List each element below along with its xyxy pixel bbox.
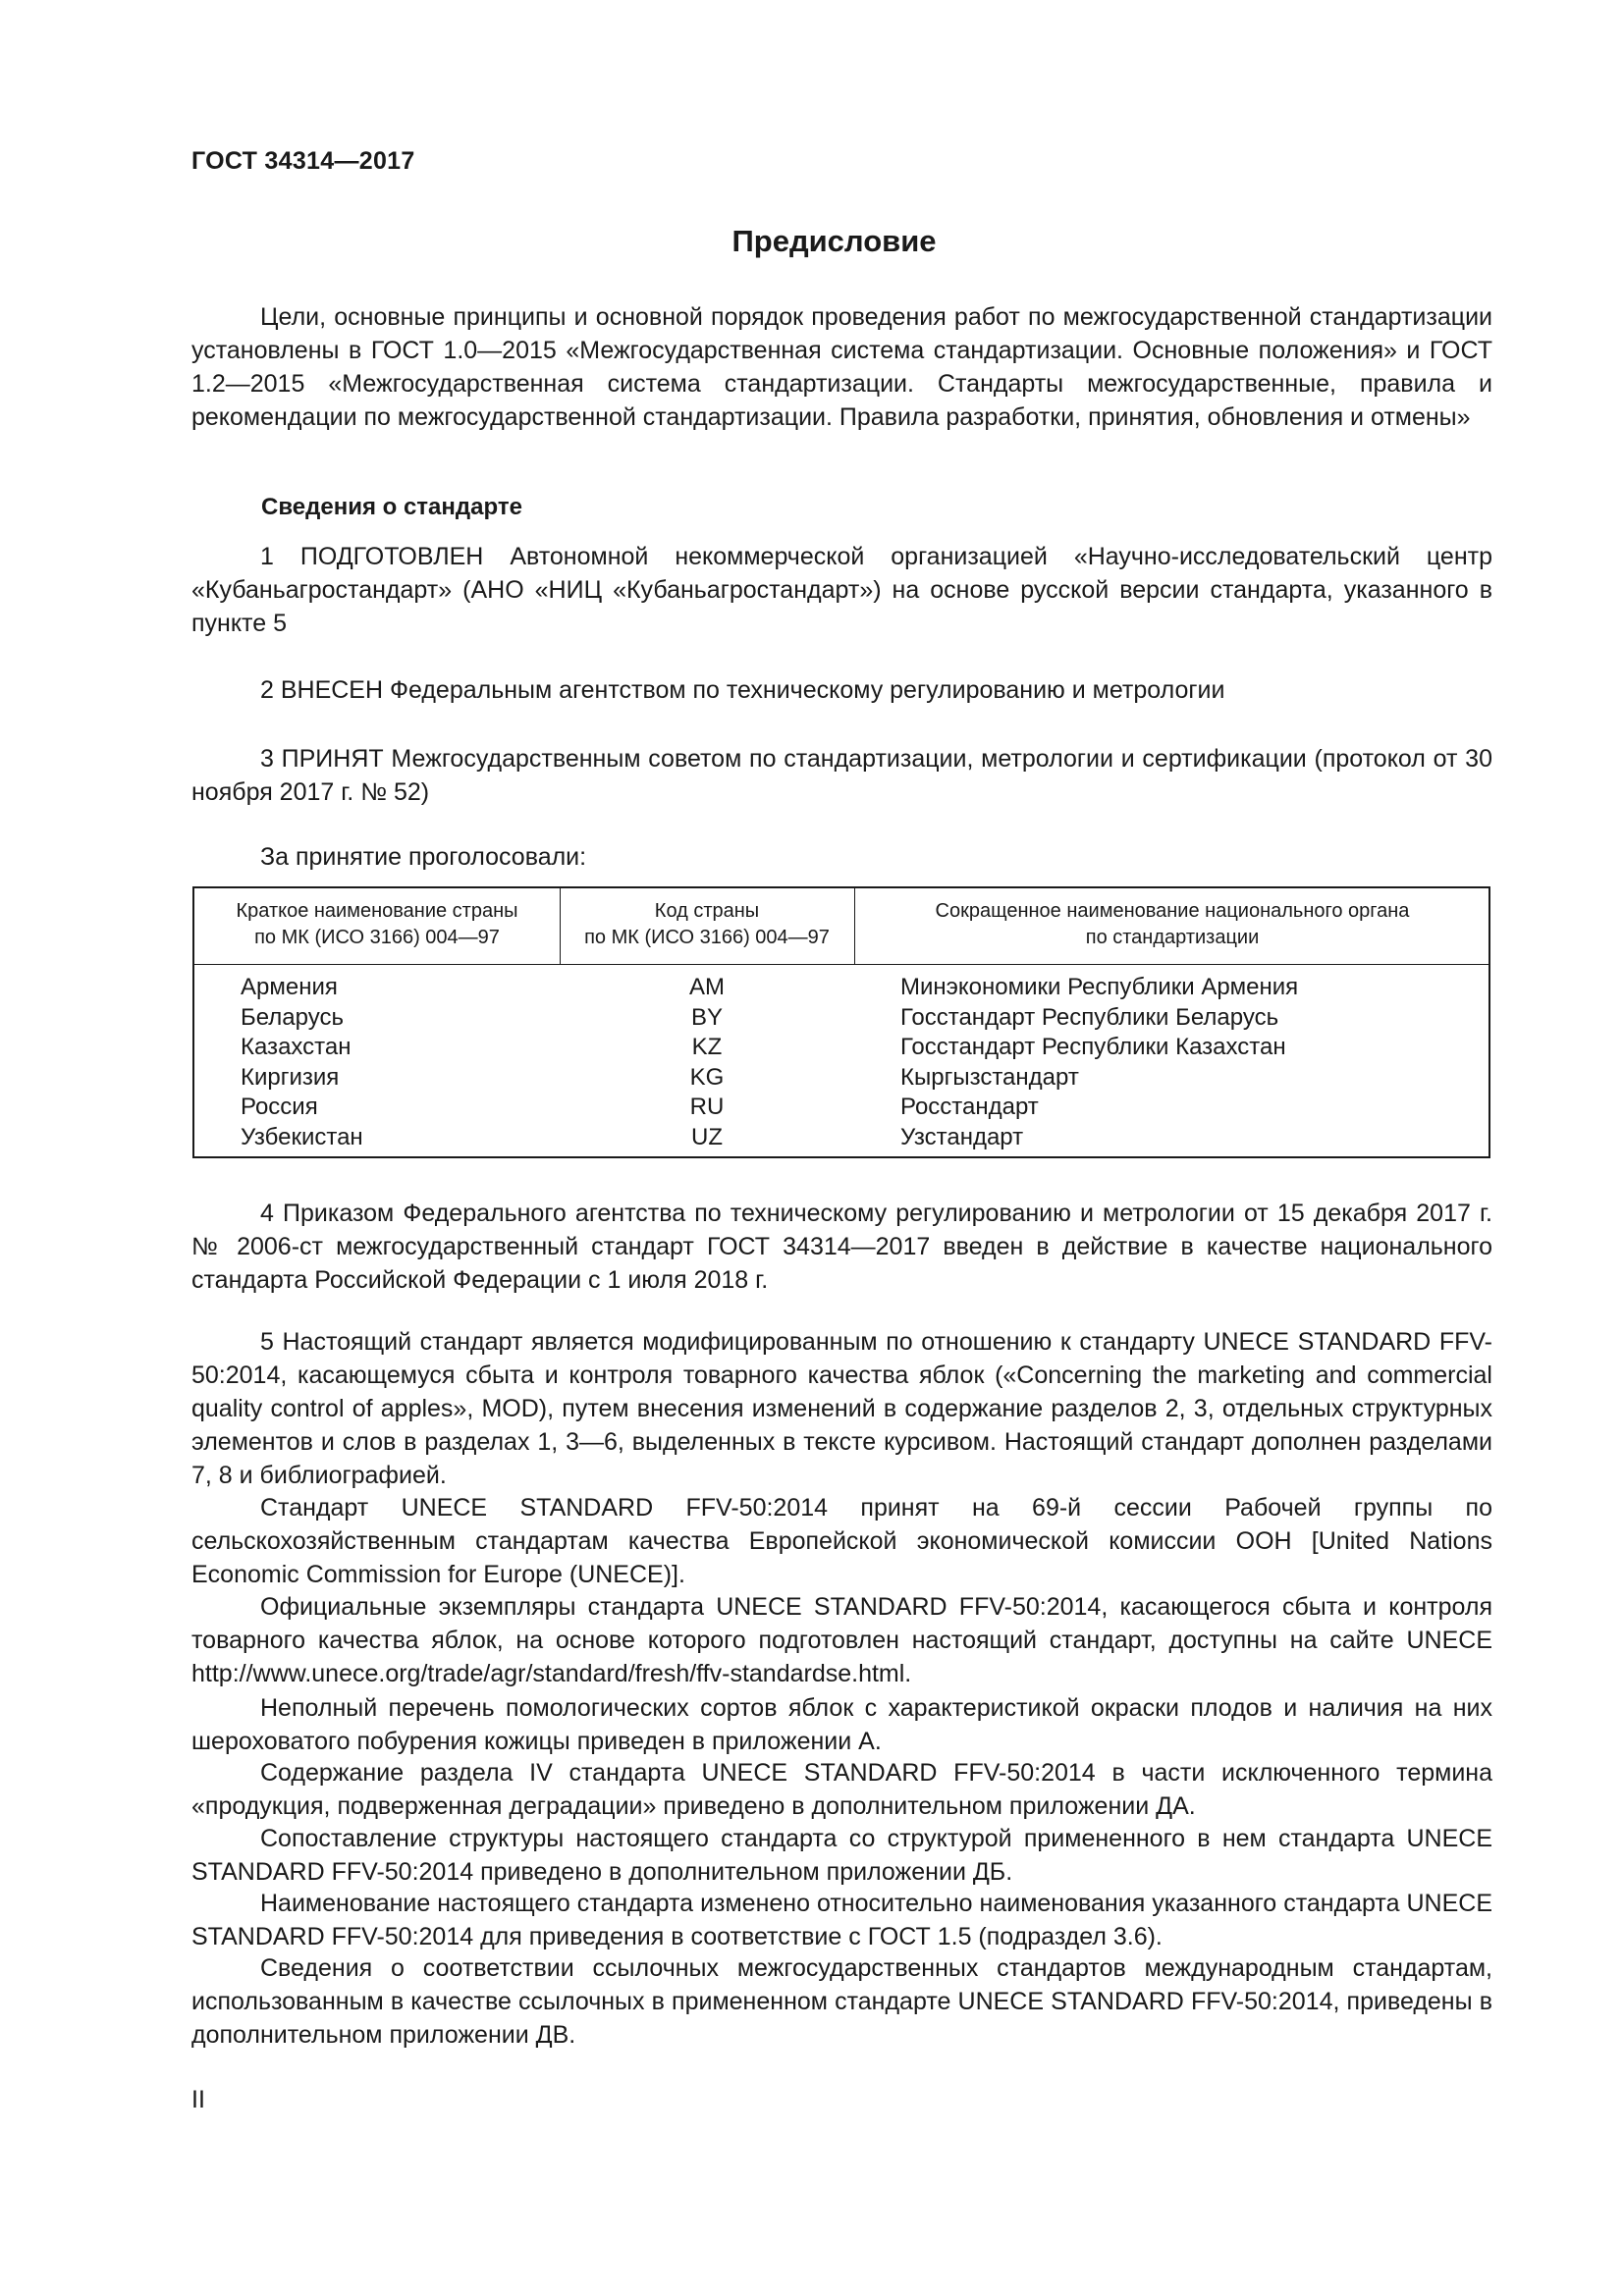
item-5-annex-db: Сопоставление структуры настоящего стандарта со структурой примененного в нем стандарта UNECE STANDARD FFV-50:2014 приведено в дополнительном приложении ДБ. xyxy=(191,1825,1492,1886)
table-cell-code: AM xyxy=(689,974,725,1000)
table-cell-body: Госстандарт Республики Беларусь xyxy=(900,1003,1279,1031)
table-header-country: Краткое наименование страны по МК (ИСО 3166) 004—97 xyxy=(236,900,518,948)
table-cell-code: KG xyxy=(689,1063,725,1091)
item-4-paragraph: 4 Приказом Федерального агентства по техническому регулированию и метрологии от 15 декабря 2017 г. № 2006-ст межгосударственный стандарт ГОСТ 34314—2017 введен в действие в качестве национального стандарта Российской Федерации с 1 июля 2018 г. xyxy=(191,1200,1492,1294)
table-column-countries xyxy=(241,973,363,1152)
table-cell-country: Россия xyxy=(241,1094,318,1120)
item-5-unece-adoption: Стандарт UNECE STANDARD FFV-50:2014 принят на 69-й сессии Рабочей группы по сельскохозяйственным стандартам качества Европейской экономической комиссии ООН [United Nations Economic Commission for Europe (UNECE)]. xyxy=(191,1494,1492,1588)
page-title: Предисловие xyxy=(731,224,937,258)
table-cell-code: KZ xyxy=(691,1034,723,1060)
table-cell-body: Узстандарт xyxy=(900,1123,1024,1150)
item-2-paragraph: 2 ВНЕСЕН Федеральным агентством по техническому регулированию и метрологии xyxy=(260,676,1225,704)
item-5-title-change: Наименование настоящего стандарта изменено относительно наименования указанного стандарта UNECE STANDARD FFV-50:2014 для приведения в соответствие с ГОСТ 1.5 (подраздел 3.6). xyxy=(191,1890,1492,1950)
item-5-annex-dv: Сведения о соответствии ссылочных межгосударственных стандартов международным стандартам, использованным в качестве ссылочных в примененном стандарте UNECE STANDARD FFV-50:2014, приведены в дополнительном приложении ДВ. xyxy=(191,1954,1492,2049)
table-header-divider xyxy=(194,964,1489,965)
table-cell-country: Узбекистан xyxy=(241,1123,363,1150)
table-cell-code: RU xyxy=(689,1094,725,1120)
table-column-bodies xyxy=(900,973,1298,1152)
table-cell-body: Кыргызстандарт xyxy=(900,1063,1079,1091)
table-cell-body: Минэкономики Республики Армения xyxy=(900,974,1299,1000)
table-cell-body: Росстандарт xyxy=(900,1094,1039,1120)
table-cell-country: Казахстан xyxy=(241,1034,352,1060)
page-number: II xyxy=(191,2086,205,2113)
table-cell-country: Армения xyxy=(241,974,338,1000)
section-heading: Сведения о стандарте xyxy=(261,494,522,520)
item-1-paragraph: 1 ПОДГОТОВЛЕН Автономной некоммерческой организацией «Научно-исследовательский центр «Кубаньагростандарт» (АНО «НИЦ «Кубаньагростандарт») на основе русской версии стандарта, указанного в пункте 5 xyxy=(191,543,1492,637)
item-3-paragraph: 3 ПРИНЯТ Межгосударственным советом по стандартизации, метрологии и сертификации (протокол от 30 ноября 2017 г. № 52) xyxy=(191,745,1492,806)
table-header-body: Сокращенное наименование национального органа по стандартизации xyxy=(935,900,1410,948)
item-5-official-copies: Официальные экземпляры стандарта UNECE STANDARD FFV-50:2014, касающегося сбыта и контроля товарного качества яблок, на основе которого подготовлен настоящий стандарт, доступны на сайте UNECE http://www.unece.org/trade/agr/standard/fresh/ffv-standardse.html. xyxy=(191,1593,1492,1687)
intro-paragraph: Цели, основные принципы и основной порядок проведения работ по межгосударственной стандартизации установлены в ГОСТ 1.0—2015 «Межгосударственная система стандартизации. Основные положения» и ГОСТ 1.2—2015 «Межгосударственная система стандартизации. Стандарты межгосударственные, правила и рекомендации по межгосударственной стандартизации. Правила разработки, принятия, обновления и отмены» xyxy=(191,303,1492,431)
table-header-code: Код страны по МК (ИСО 3166) 004—97 xyxy=(584,900,830,948)
item-5-paragraph: 5 Настоящий стандарт является модифицированным по отношению к стандарту UNECE STANDARD FFV-50:2014, касающемуся сбыта и контроля товарного качества яблок («Concerning the marketing and commercial quality control of apples», MOD), путем внесения изменений в содержание разделов 2, 3, отдельных структурных элементов и слов в разделах 1, 3—6, выделенных в тексте курсивом. Настоящий стандарт дополнен разделами 7, 8 и библиографией. xyxy=(191,1328,1492,1489)
table-cell-country: Беларусь xyxy=(241,1003,344,1031)
votes-table xyxy=(192,886,1490,1158)
table-cell-code: UZ xyxy=(691,1123,723,1150)
item-5-annex-da: Содержание раздела IV стандарта UNECE STANDARD FFV-50:2014 в части исключенного термина «продукция, подверженная деградации» приведено в дополнительном приложении ДА. xyxy=(191,1759,1492,1820)
item-5-annex-a: Неполный перечень помологических сортов яблок с характеристикой окраски плодов и наличия на них шероховатого побурения кожицы приведен в приложении А. xyxy=(191,1694,1492,1755)
table-cell-body: Госстандарт Республики Казахстан xyxy=(900,1034,1286,1060)
table-cell-country: Киргизия xyxy=(241,1063,340,1091)
voted-caption: За принятие проголосовали: xyxy=(260,843,587,871)
table-cell-code: BY xyxy=(690,1003,723,1031)
document-code: ГОСТ 34314—2017 xyxy=(191,147,415,175)
table-column-codes xyxy=(560,973,854,1152)
